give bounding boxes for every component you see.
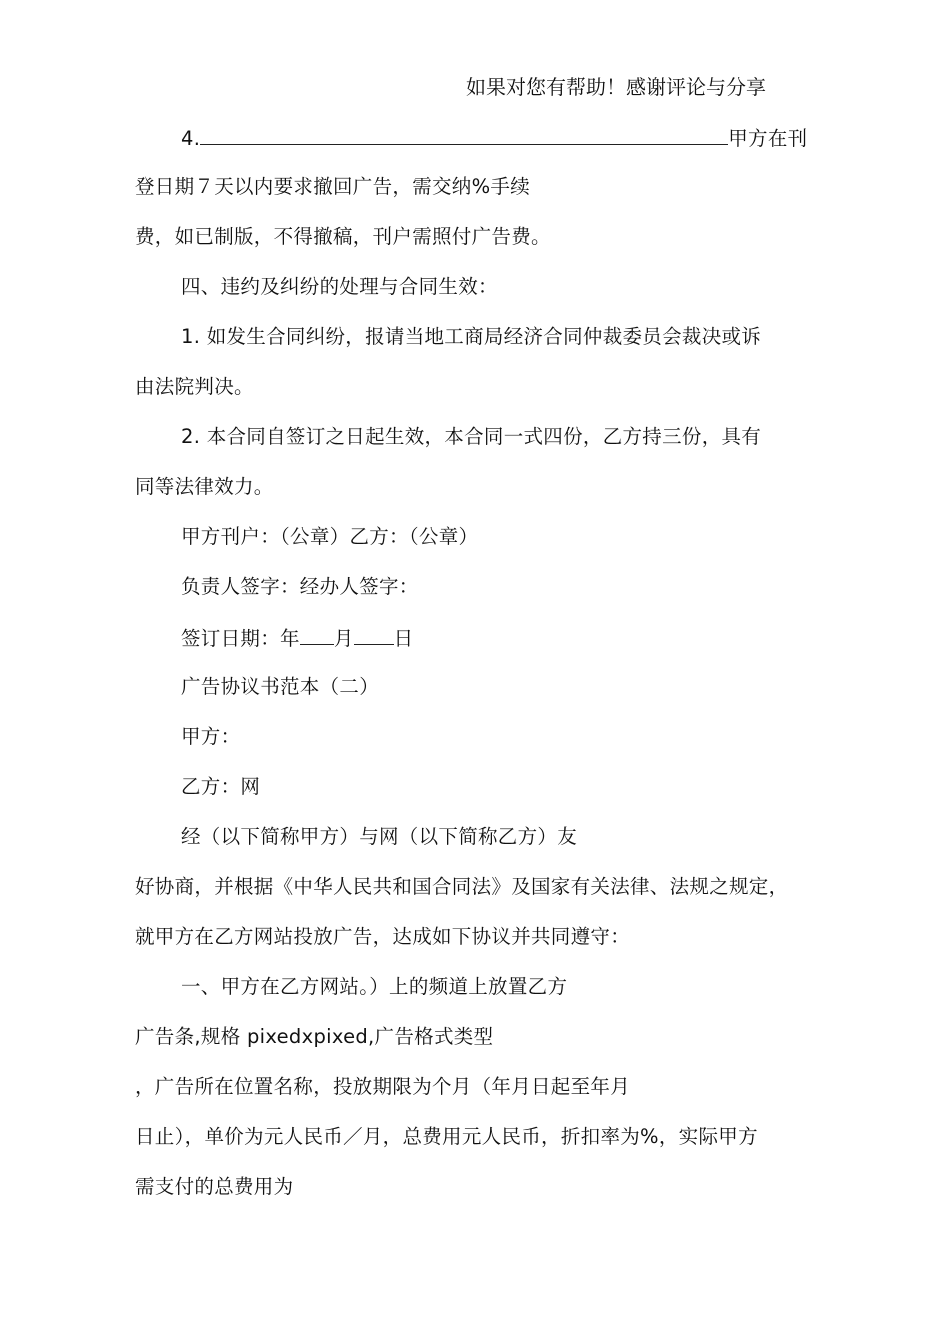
sign-date-day: 日 bbox=[393, 627, 414, 650]
paragraph-line: 由法院判决。 bbox=[135, 375, 254, 398]
contract-title: 广告协议书范本（二） bbox=[181, 675, 380, 698]
paragraph-line: 广告条,规格 pixedxpixed,广告格式类型 bbox=[135, 1025, 494, 1048]
signature-names-line: 负责人签字：经办人签字： bbox=[181, 575, 419, 598]
paragraph-line: 好协商，并根据《中华人民共和国合同法》及国家有关法律、法规之规定， bbox=[135, 875, 789, 898]
paragraph-line: 登日期７天以内要求撤回广告，需交纳%手续 bbox=[135, 175, 531, 198]
header-note: 如果对您有帮助！感谢评论与分享 bbox=[466, 75, 766, 99]
paragraph-line: 同等法律效力。 bbox=[135, 475, 274, 498]
paragraph-line: 费，如已制版，不得撤稿，刊户需照付广告费。 bbox=[135, 225, 551, 248]
paragraph-line: 经（以下简称甲方）与网（以下简称乙方）友 bbox=[181, 825, 578, 848]
party-a-line: 甲方： bbox=[181, 725, 241, 748]
paragraph-line: 2. 本合同自签订之日起生效，本合同一式四份，乙方持三份，具有 bbox=[181, 425, 762, 448]
sign-date-line bbox=[181, 624, 413, 652]
clause-4-blank bbox=[200, 124, 728, 145]
sign-date-label: 签订日期：年 bbox=[181, 627, 300, 650]
section-heading: 一、甲方在乙方网站。）上的频道上放置乙方 bbox=[181, 975, 568, 998]
clause-4-line bbox=[181, 124, 807, 152]
clause-4-tail: 甲方在刊 bbox=[728, 127, 808, 150]
day-blank bbox=[354, 624, 394, 645]
clause-4-number: 4. bbox=[181, 127, 201, 150]
paragraph-line: 日止），单价为元人民币／月，总费用元人民币，折扣率为%，实际甲方 bbox=[135, 1125, 758, 1148]
signature-parties-line: 甲方刊户：（公章）乙方：（公章） bbox=[181, 525, 479, 548]
paragraph-line: 需支付的总费用为 bbox=[135, 1175, 294, 1198]
sign-date-month: 月 bbox=[333, 627, 354, 650]
paragraph-line: 1. 如发生合同纠纷，报请当地工商局经济合同仲裁委员会裁决或诉 bbox=[181, 325, 762, 348]
paragraph-line: 就甲方在乙方网站投放广告，达成如下协议并共同遵守： bbox=[135, 925, 631, 948]
section-heading: 四、违约及纠纷的处理与合同生效： bbox=[181, 275, 498, 298]
paragraph-line: ，广告所在位置名称，投放期限为个月（年月日起至年月 bbox=[135, 1075, 631, 1098]
month-blank bbox=[300, 624, 334, 645]
party-b-line: 乙方：网 bbox=[181, 775, 261, 798]
